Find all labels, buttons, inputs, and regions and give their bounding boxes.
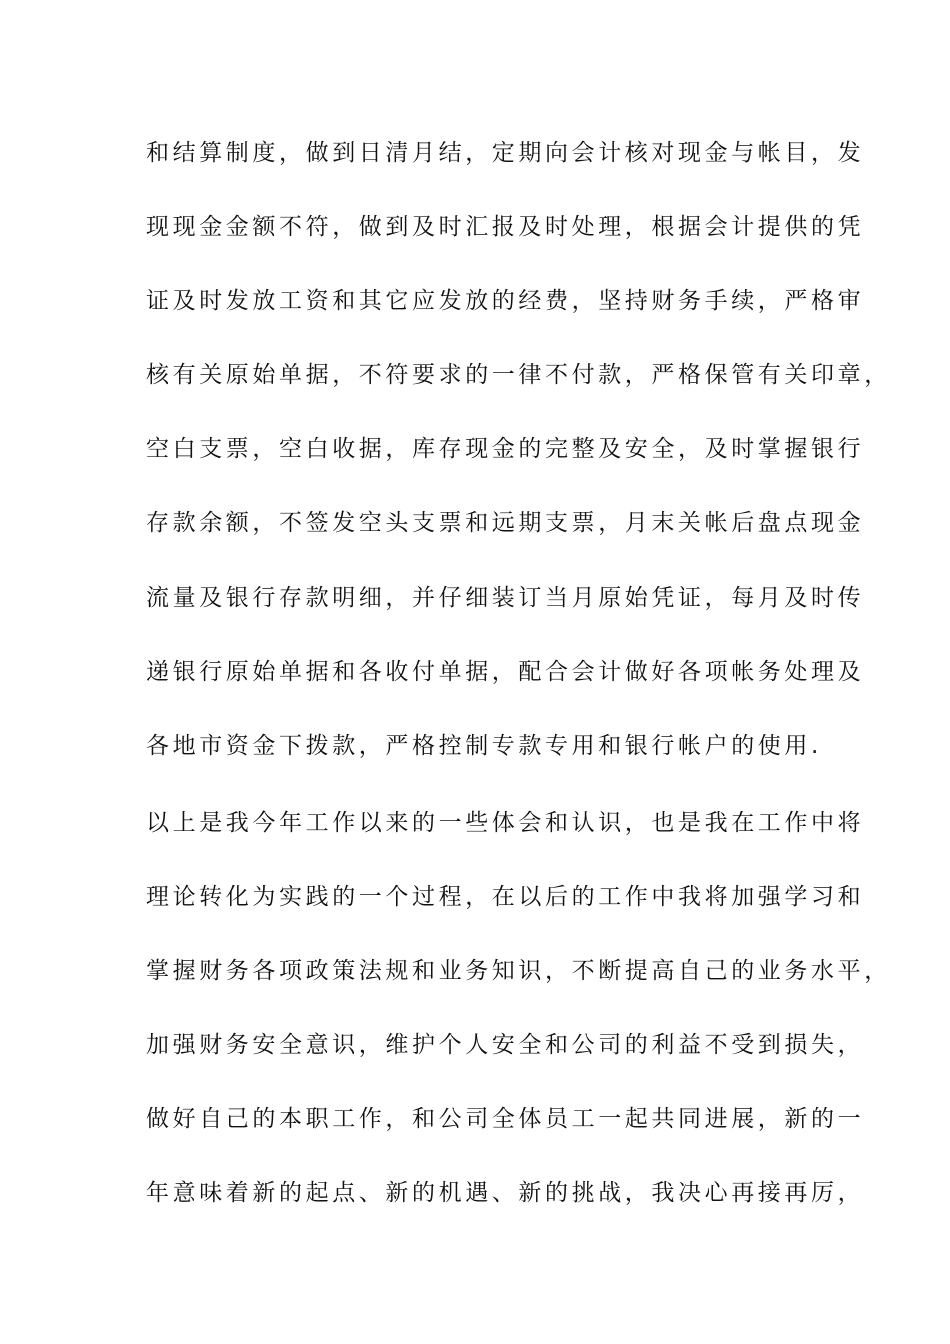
text-line: 和结算制度，做到日清月结，定期向会计核对现金与帐目，发 bbox=[146, 140, 865, 166]
text-line: 各地市资金下拨款，严格控制专款专用和银行帐户的使用. bbox=[146, 733, 822, 759]
text-line: 现现金金额不符，做到及时汇报及时处理，根据会计提供的凭 bbox=[146, 214, 865, 240]
text-line: 证及时发放工资和其它应发放的经费，坚持财务手续，严格审 bbox=[146, 288, 865, 314]
text-line: 理论转化为实践的一个过程，在以后的工作中我将加强学习和 bbox=[146, 884, 865, 910]
text-line: 核有关原始单据，不符要求的一律不付款，严格保管有关印章， bbox=[146, 362, 891, 388]
text-line: 递银行原始单据和各收付单据，配合会计做好各项帐务处理及 bbox=[146, 659, 865, 685]
text-line: 空白支票，空白收据，库存现金的完整及安全，及时掌握银行 bbox=[146, 436, 865, 462]
text-line: 掌握财务各项政策法规和业务知识，不断提高自己的业务水平， bbox=[146, 958, 891, 984]
text-line: 以上是我今年工作以来的一些体会和认识，也是我在工作中将 bbox=[146, 810, 865, 836]
text-line: 加强财务安全意识，维护个人安全和公司的利益不受到损失， bbox=[146, 1032, 865, 1058]
text-line: 存款余额，不签发空头支票和远期支票，月末关帐后盘点现金 bbox=[146, 510, 865, 536]
text-line: 年意味着新的起点、新的机遇、新的挑战，我决心再接再厉， bbox=[146, 1180, 865, 1206]
text-line: 流量及银行存款明细，并仔细装订当月原始凭证，每月及时传 bbox=[146, 585, 865, 611]
text-line: 做好自己的本职工作，和公司全体员工一起共同进展，新的一 bbox=[146, 1106, 865, 1132]
